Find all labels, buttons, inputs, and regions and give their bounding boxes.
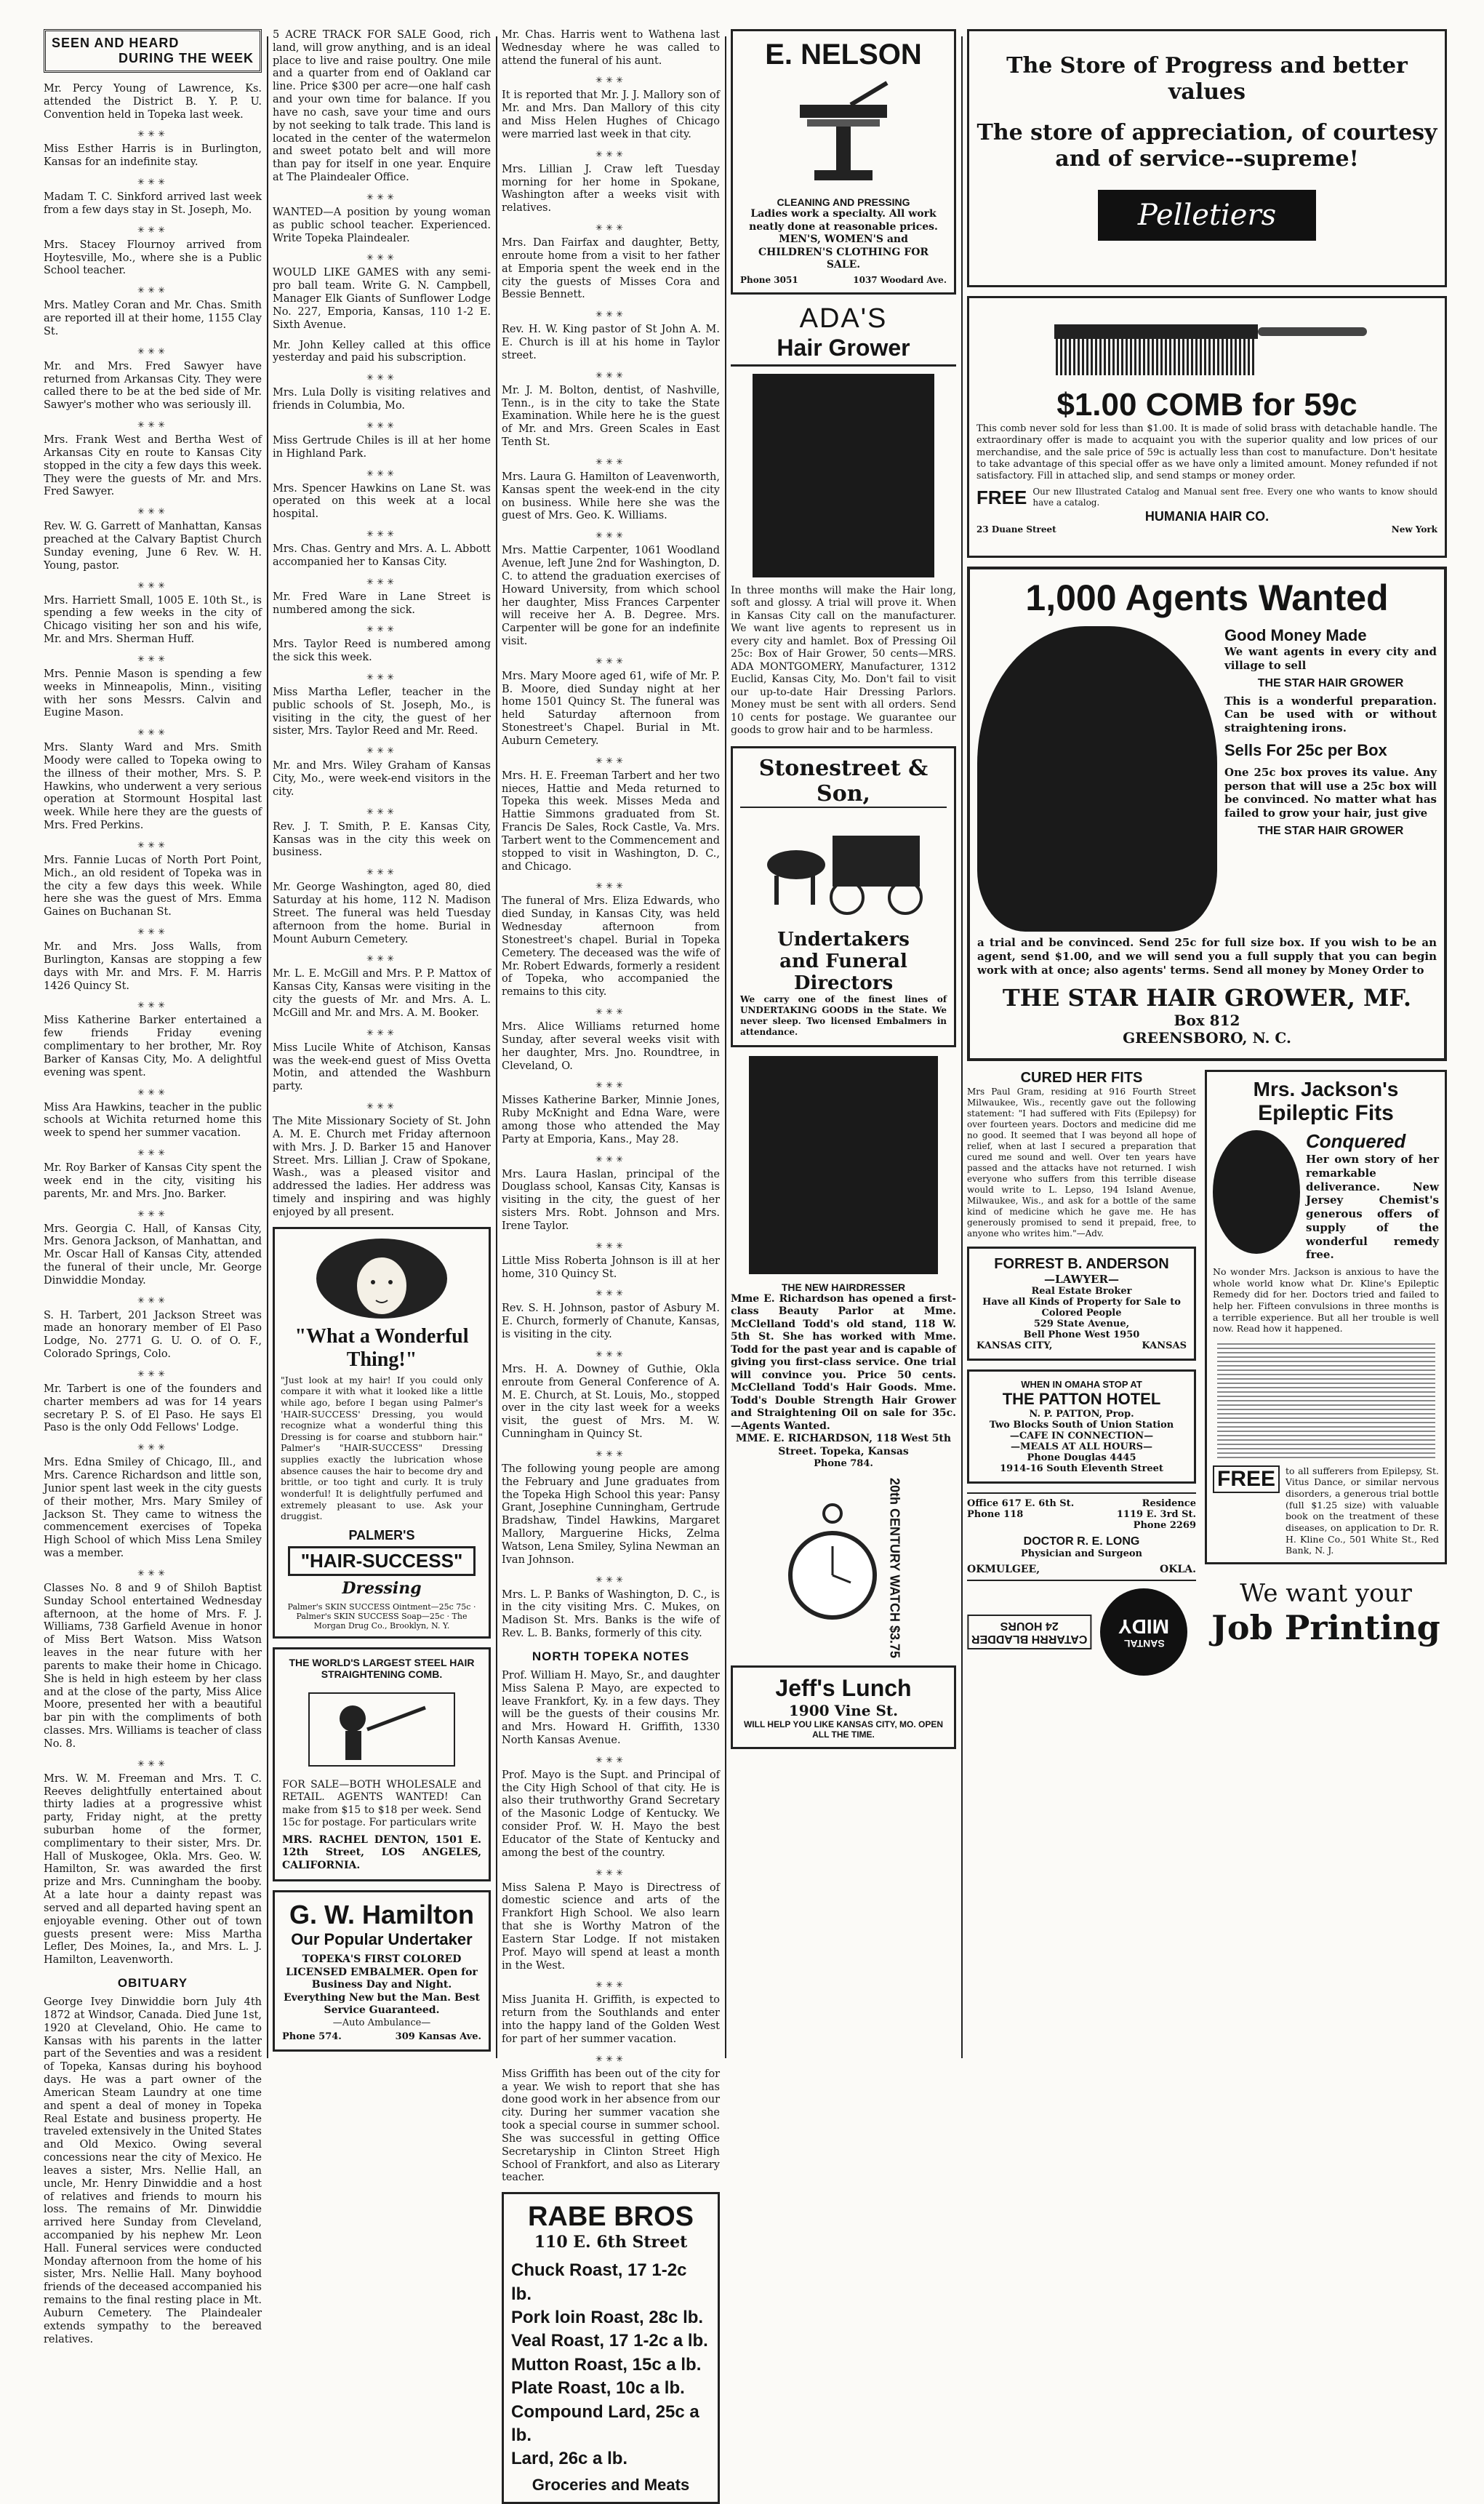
nelson-body: Ladies work a specialty. All work neatly done at reasonable prices. MEN'S, WOMEN'S and CHILDREN'S CLOTHING FOR SALE. (749, 208, 938, 271)
news-item: Miss Lucile White of Atchison, Kansas was the week-end guest of Miss Ovetta Motin, and attended the Washburn party. (273, 1041, 491, 1093)
patton-cafe: —CAFE IN CONNECTION— (1009, 1431, 1154, 1441)
separator-stars-icon: ✳✳✳ (595, 1754, 627, 1765)
separator-stars-icon: ✳✳✳ (366, 953, 398, 964)
news-item: Miss Gertrude Chiles is ill at her home in Highland Park. (273, 434, 491, 460)
hairdresser-body: Mme E. Richardson has opened a first-class Beauty Parlor at Mme. McClelland Todd's old stand, 118 W. 5th St. She has worked with Mme. Todd for the past year and is capable of giving you first-class service. One trial will convince you. Price 50 cents. McClelland Todd's Hair Goods. Mme. Todd's Double Strength Hair Grower and Straightening Oil on sale for 35c.—Agents Wanted. (731, 1292, 956, 1432)
long-title: Physician and Surgeon (1021, 1548, 1142, 1559)
news-item: Mrs. Laura G. Hamilton of Leavenworth, Kansas spent the week-end in the city on business. While here she was the guest of Mrs. Geo. K. Williams. (502, 471, 720, 522)
news-item: Mrs. Spencer Hawkins on Lane St. was operated on this week at a local hospital. (273, 482, 491, 521)
price-item: Plate Roast, 10c a lb. (511, 2378, 685, 2399)
society-items (502, 29, 720, 1641)
long-address-2: 1119 E. 3rd St. (1116, 1509, 1196, 1520)
comb-headline: $1.00 COMB for 59c (1056, 387, 1357, 423)
jackson-body: Her own story of her remarkable deliverance. New Jersey Chemist's generous offers of supply of the wonderful remedy free. (1306, 1153, 1439, 1262)
jackson-line-3: Conquered (1306, 1130, 1406, 1152)
separator-stars-icon: ✳✳✳ (595, 1980, 627, 1991)
classified-ads (273, 29, 491, 332)
news-item: Rev. W. G. Garrett of Manhattan, Kansas preached at the Calvary Baptist Church Sunday evening, June 6 Rev. W. H. Young, pastor. (44, 521, 262, 572)
job-line-1: We want your (1240, 1578, 1412, 1608)
agents-product: THE STAR HAIR GROWER (1257, 676, 1404, 689)
palmers-headline: "What a Wonderful Thing!" (294, 1324, 469, 1371)
separator-stars-icon: ✳✳✳ (137, 345, 169, 356)
news-item: Rev. S. H. Johnson, pastor of Asbury M. E. Church, formerly of Chanute, Kansas, is visiting in the city. (502, 1303, 720, 1341)
watch-ad (731, 1478, 956, 1658)
news-item: Mr. and Mrs. Wiley Graham of Kansas City, Mo., were week-end visitors in the city. (273, 760, 491, 798)
store-line-1: The Store of Progress and better values (1006, 53, 1408, 105)
hamilton-body: TOPEKA'S FIRST COLORED LICENSED EMBALMER. Open for Business Day and Night. Everything New but the Man. Best Service Guaranteed. (284, 1953, 480, 2017)
column-4 (731, 29, 956, 2065)
separator-stars-icon: ✳✳✳ (595, 755, 627, 766)
comb-city: New York (1391, 524, 1437, 535)
column-rule (725, 36, 726, 2058)
jackson-line-1: Mrs. Jackson's (1253, 1078, 1399, 1100)
agents-company: THE STAR HAIR GROWER, MF. (1002, 984, 1412, 1012)
separator-stars-icon: ✳✳✳ (595, 1867, 627, 1878)
price-item: Compound Lard, 25c a lb. (511, 2401, 699, 2445)
news-item: Mrs. Slanty Ward and Mrs. Smith Moody were called to Topeka owing to the illness of their mother, Mrs. S. P. Hawkins, who underwent a very serious operation at Stormount Hospital last week. While here they are the guests of Mrs. Fred Perkins. (44, 742, 262, 832)
jeff-address: 1900 Vine St. (788, 1702, 899, 1720)
jackson-portrait-image (1213, 1130, 1300, 1254)
obituary-title: OBITUARY (117, 1976, 188, 1991)
separator-stars-icon: ✳✳✳ (366, 191, 398, 202)
horse-carriage-icon (753, 814, 934, 923)
midy-text-1: CATARRH BLADDER (971, 1633, 1088, 1645)
fits-title: CURED HER FITS (1020, 1070, 1143, 1086)
news-item: Mr. and Mrs. Fred Sawyer have returned from Arkansas City. They were called there to be at the bed side of Mr. Sawyer's mother who was seriously ill. (44, 360, 262, 412)
separator-stars-icon: ✳✳✳ (595, 456, 627, 467)
new-hairdresser-ad (731, 1056, 956, 1470)
separator-stars-icon: ✳✳✳ (595, 1348, 627, 1359)
palmers-product-2: Dressing (342, 1578, 422, 1598)
separator-stars-icon: ✳✳✳ (137, 177, 169, 188)
separator-stars-icon: ✳✳✳ (366, 867, 398, 878)
jackson-body-2: No wonder Mrs. Jackson is anxious to have the whole world know what Dr. Kline's Epileptic Remedy did for her. Doctors tried and failed to help her. Fifteen convulsions in three months is a terrible experience. But all her trouble is well now. Read how it happened. (1213, 1266, 1439, 1335)
separator-stars-icon: ✳✳✳ (595, 223, 627, 233)
north-topeka-item: Miss Salena P. Mayo is Directress of domestic science and arts of the Frankfort High School. We also learn that she is Worthy Matron of the Eastern Star Lodge. If not mistaken Prof. Mayo will spend at least a month in the West. (502, 1881, 720, 1972)
palmers-body: "Just look at my hair! If you could only compare it with what it looked like a little while ago, before I began using Palmer's 'HAIR-SUCCESS' Dressing, you would recognize what a wonderful thing this Dressing is for coarse and stubborn hair." Palmer's "HAIR-SUCCESS" Dressing supplies exactly the lubrication whose absence causes the hair to become dry and brittle, or too tight and curly. It is truly wonderful! It is delightfully perfumed and extremely pleasant to use. Ask your druggist. (281, 1374, 483, 1522)
steel-comb-headline: THE WORLD'S LARGEST STEEL HAIR STRAIGHTENING COMB. (289, 1656, 475, 1680)
classified-item: WANTED—A position by young woman as public school teacher. Experienced. Write Topeka Plaindealer. (273, 206, 491, 244)
news-item: The Mite Missionary Society of St. John A. M. E. Church met Friday afternoon with Mrs. J. D. Barker 15 and Hanover Street. Mrs. Lillian J. Craw of Spokane, Wash., was a pleased visitor and addressed the ladies. Her address was timely and inspiring and was highly enjoyed by all present. (273, 1116, 491, 1218)
separator-stars-icon: ✳✳✳ (595, 309, 627, 320)
newspaper-page (44, 29, 1447, 2494)
separator-stars-icon: ✳✳✳ (137, 129, 169, 140)
stonestreet-line-1: Undertakers (777, 928, 910, 951)
rabe-bros-ad (502, 2192, 720, 2504)
agents-one-box: One 25c box proves its value. Any person that will use a 25c box will be convinced. No matter what has failed to grow your hair, just give (1224, 765, 1437, 820)
north-topeka-item: Prof. William H. Mayo, Sr., and daughter Miss Salena P. Mayo, are expected to leave Frankfort, Ky. in a few days. They will be the guests of their cousins Mr. and Mrs. Howard H. Griffith, 1330 North Kansas Avenue. (502, 1669, 720, 1746)
news-item: Mrs. Mattie Carpenter, 1061 Woodland Avenue, left June 2nd for Washington, D. C. to attend the graduation exercises of Howard University, from which school her daughter, Miss Frances Carpenter will receive her A. B. Degree. Mrs. Carpenter will be gone for an indefinite visit. (502, 545, 720, 647)
separator-stars-icon: ✳✳✳ (595, 2053, 627, 2064)
north-topeka-item: Miss Griffith has been out of the city for a year. We wish to report that she has done good work in her absence from our city. During her summer vacation she took a special course in summer school. She was successful in getting Office Secretaryship in Clinton Street High School of Frankfort, and also as Literary teacher. (502, 2068, 720, 2184)
comb-free-text: Our new Illustrated Catalog and Manual sent free. Every one who wants to know should have a catalog. (1032, 487, 1437, 508)
separator-stars-icon: ✳✳✳ (137, 580, 169, 591)
patton-line-2: Two Blocks South of Union Station (989, 1420, 1174, 1431)
rabe-name: RABE BROS (527, 2201, 694, 2233)
separator-stars-icon: ✳✳✳ (137, 1567, 169, 1578)
stonestreet-name: Stonestreet & Son, (740, 756, 947, 808)
column-rule (267, 36, 268, 2058)
separator-stars-icon: ✳✳✳ (137, 506, 169, 517)
separator-stars-icon: ✳✳✳ (595, 1153, 627, 1164)
separator-stars-icon: ✳✳✳ (595, 655, 627, 666)
news-item: Miss Ara Hawkins, teacher in the public schools at Wichita returned home this week to spend her summer vacation. (44, 1101, 262, 1140)
separator-stars-icon: ✳✳✳ (366, 420, 398, 431)
news-item: Mrs. L. P. Banks of Washington, D. C., is in the city visiting Mrs. C. Mukes, on Madison St. Mrs. Banks is the wife of Rev. L. B. Banks, formerly of this city. (502, 1588, 720, 1640)
separator-stars-icon: ✳✳✳ (595, 1288, 627, 1299)
separator-stars-icon: ✳✳✳ (595, 881, 627, 892)
palmers-product: "HAIR-SUCCESS" (288, 1546, 476, 1576)
column-5 (967, 29, 1447, 2065)
anderson-line-2: Have all Kinds of Property for Sale to Colored People (982, 1297, 1181, 1319)
header-line-2: DURING THE WEEK (119, 51, 254, 65)
separator-stars-icon: ✳✳✳ (137, 1295, 169, 1305)
stonestreet-line-2: and Funeral Directors (779, 950, 907, 994)
price-item: Pork loin Roast, 28c lb. (511, 2307, 704, 2327)
long-phone-2: Phone 2269 (1133, 1520, 1196, 1531)
agents-sells: Sells For 25c per Box (1224, 740, 1387, 759)
news-item: Rev. J. T. Smith, P. E. Kansas City, Kansas was in the city this week on business. (273, 820, 491, 859)
anderson-city: KANSAS CITY, (976, 1340, 1053, 1351)
anderson-state: KANSAS (1142, 1340, 1187, 1351)
society-items (273, 340, 491, 1220)
long-city: OKMULGEE, (967, 1564, 1040, 1575)
adas-subtitle: Hair Grower (731, 335, 956, 367)
separator-stars-icon: ✳✳✳ (137, 1148, 169, 1159)
separator-stars-icon: ✳✳✳ (595, 369, 627, 380)
news-item: Madam T. C. Sinkford arrived last week from a few days stay in St. Joseph, Mo. (44, 191, 262, 216)
mrs-jackson-ad (1205, 1070, 1447, 1564)
news-item: S. H. Tarbert, 201 Jackson Street was made an honorary member of El Paso Lodge, No. 2771 G. U. O. of O. F., Colorado Springs, Colo. (44, 1309, 262, 1361)
news-item: Mrs. Frank West and Bertha West of Arkansas City en route to Kansas City stopped in the city a few days this week. They were the guests of Mr. and Mrs. Fred Sawyer. (44, 434, 262, 498)
news-item: Miss Katherine Barker entertained a few friends Friday evening complimentary to her brother, Mr. Roy Barker of Kansas City, Mo. A delightful evening was spent. (44, 1015, 262, 1079)
pressing-machine-icon (778, 76, 909, 192)
long-hair-silhouette-image (977, 626, 1217, 932)
news-item: Mrs. H. E. Freeman Tarbert and her two nieces, Hattie and Meda returned to Topeka this week. Misses Meda and Hattie Simmons graduated from St. Francis De Sales, Rock Castle, Va. Mrs. Tarbert went to the Commencement and stopped to visit in Washington, D. C., and Chicago. (502, 769, 720, 873)
separator-stars-icon: ✳✳✳ (137, 839, 169, 850)
separator-stars-icon: ✳✳✳ (137, 420, 169, 431)
news-item: Mrs. Taylor Reed is numbered among the sick this week. (273, 639, 491, 664)
north-topeka-title: NORTH TOPEKA NOTES (532, 1649, 690, 1663)
watch-type: WATCH $3.75 (887, 1575, 902, 1659)
separator-stars-icon: ✳✳✳ (366, 372, 398, 383)
rabe-price-list (511, 2259, 710, 2471)
news-item: Little Miss Roberta Johnson is ill at her home, 310 Quincy St. (502, 1255, 720, 1280)
north-topeka-item: Prof. Mayo is the Supt. and Principal of the City High School of that city. He is also their truthworthy Grand Secretary of the Masonic Lodge of Kentucky. We consider Prof. W. H. Mayo the best Educator of the State of Kentucky and among the best of the country. (502, 1769, 720, 1859)
store-line-2: The store of appreciation, of courtesy and of service--supreme! (976, 120, 1437, 172)
adas-ad (731, 303, 956, 737)
classified-item: 5 ACRE TRACK FOR SALE Good, rich land, will grow anything, and is an ideal place to live and raise poultry. One mile and a quarter from end of Oakland car line. Price $300 per acre—one half cash and your own time for balance. If you have no cash, save your time and ours by not seeking to talk trade. This land is located in the center of the watermelon and sweet potato belt and will more than pay for itself in one year. Enquire at The Plaindealer Office. (273, 29, 491, 184)
separator-stars-icon: ✳✳✳ (366, 624, 398, 635)
jeff-tagline: WILL HELP YOU LIKE KANSAS CITY, MO. OPEN ALL THE TIME. (743, 1719, 944, 1740)
fits-body: Mrs Paul Gram, residing at 916 Fourth Street Milwaukee, Wis., recently gave out the following statement: "I had suffered with Fits (Epilepsy) for over fourteen years. Doctors and medicine did me no good. It seemed that I was beyond all hope of relief, when at last I secured a preparation that cured me sound and well. Over ten years have passed and the attacks have not returned. I wish everyone who suffers from this terrible disease would write to L. Lepso, 194 Island Avenue, Milwaukee, Wis., and ask for a bottle of the same kind of medicine which he gave me. He has generously promised to send it prepaid, free, to anyone who writes him."—Adv. (967, 1087, 1196, 1239)
hairdresser-portrait-image (749, 1056, 938, 1274)
agents-box: Box 812 (1174, 1012, 1240, 1030)
separator-stars-icon: ✳✳✳ (137, 653, 169, 664)
long-name: DOCTOR R. E. LONG (1023, 1535, 1140, 1548)
separator-stars-icon: ✳✳✳ (366, 252, 398, 263)
humania-comb-ad (967, 296, 1447, 558)
hairdresser-phone: Phone 784. (814, 1458, 873, 1469)
long-office: Office 617 E. 6th St. (967, 1498, 1075, 1509)
news-item: Mrs. Lula Dolly is visiting relatives and friends in Columbia, Mo. (273, 387, 491, 412)
separator-stars-icon: ✳✳✳ (366, 576, 398, 587)
news-item: Misses Katherine Barker, Minnie Jones, Ruby McKnight and Edna Ware, were among those who attended the May Party at Emporia, Kans., May 28. (502, 1095, 720, 1145)
news-item: Mr. Tarbert is one of the founders and charter members ad was for 14 years secretary P. S. of El Paso. He says El Paso is the only Odd Fellows' Lodge. (44, 1383, 262, 1434)
long-phone-1: Phone 118 (967, 1509, 1024, 1520)
nelson-ad (731, 29, 956, 295)
news-item: Mrs. Mary Moore aged 61, wife of Mr. P. B. Moore, died Sunday night at her home 1501 Quincy St. The funeral was held Saturday afternoon from Stonestreet's Chapel. Burial in Mt. Auburn Cemetery. (502, 670, 720, 747)
patton-address: 1914-16 South Eleventh Street (1000, 1463, 1163, 1474)
palmers-brand: PALMER'S (348, 1527, 415, 1543)
patton-name: THE PATTON HOTEL (1002, 1390, 1161, 1408)
midy-capsule-icon (1100, 1588, 1187, 1676)
midy-ad (967, 1588, 1196, 1676)
separator-stars-icon: ✳✳✳ (366, 529, 398, 540)
stonestreet-body: We carry one of the finest lines of UNDERTAKING GOODS in the State. We never sleep. Two licensed Embalmers in attendance. (740, 993, 947, 1037)
jeff-name: Jeff's Lunch (775, 1675, 912, 1702)
job-line-2: Job Printing (1211, 1607, 1440, 1647)
column-rule (961, 36, 963, 2058)
news-item: Miss Esther Harris is in Burlington, Kansas for an indefinite stay. (44, 143, 262, 169)
separator-stars-icon: ✳✳✳ (595, 1574, 627, 1585)
long-residence: Residence (1142, 1498, 1196, 1509)
news-item: Mr. L. E. McGill and Mrs. P. P. Mattox of Kansas City, Kansas were visiting in the city the guests of Mr. and Mrs. A. L. McGill and Mr. and Mrs. A. M. Booker. (273, 968, 491, 1019)
woman-portrait-icon (309, 1235, 454, 1322)
separator-stars-icon: ✳✳✳ (137, 1208, 169, 1219)
jackson-free-text: to all sufferers from Epilepsy, St. Vitus Dance, or similar nervous disorders, a generous trial bottle (full $1.25 size) with valuable book on the treatment of these diseases, on application to Dr. R. H. Kline Co., 501 White St., Red Bank, N. J. (1286, 1465, 1439, 1556)
news-item: It is reported that Mr. J. J. Mallory son of Mr. and Mrs. Dan Mallory of this city and Miss Helen Hughes of Chicago were married last week in that city. (502, 89, 720, 140)
news-item: Classes No. 8 and 9 of Shiloh Baptist Sunday School entertained Wednesday afternoon, at the home of Mrs. F. J. Williams, 738 Garfield Avenue in honor of Miss Bert Watson. Miss Watson leaves in the near future with her parents to make their home in Chicago. She is held in high esteem by her class and at the close of the party, Miss Alice Moore, presented her with a beautiful bar pin with the compliments of both classes. Mrs. Williams is teacher of class No. 8. (44, 1582, 262, 1750)
jackson-line-2: Epileptic Fits (1258, 1101, 1394, 1125)
separator-stars-icon: ✳✳✳ (137, 285, 169, 296)
news-item: Mr. Fred Ware in Lane Street is numbered among the sick. (273, 591, 491, 616)
hamilton-name: G. W. Hamilton (289, 1900, 474, 1930)
news-item: Mr. George Washington, aged 80, died Saturday at his home, 112 N. Madison Street. The funeral was held Tuesday afternoon from the home. Burial in Mount Auburn Cemetery. (273, 881, 491, 945)
news-item: Mr. Percy Young of Lawrence, Ks. attended the District B. Y. P. U. Convention held in Topeka last week. (44, 83, 262, 121)
dr-long-ad (967, 1492, 1196, 1581)
news-item: Mrs. Alice Williams returned home Sunday, after several weeks visit with her daughter, Mrs. Jno. Roundtree, in Cleveland, O. (502, 1021, 720, 1072)
news-item: Miss Martha Lefler, teacher in the public schools of St. Joseph, Mo., is visiting in the city, the guest of her sister, Mrs. Taylor Reed and Mr. Reed. (273, 686, 491, 737)
anderson-line-1: Real Estate Broker (1031, 1286, 1132, 1297)
cured-fits-ad (967, 1070, 1196, 1239)
price-item: Chuck Roast, 17 1-2c lb. (511, 2260, 687, 2304)
seen-and-heard-header (44, 29, 262, 73)
news-item: Mrs. Edna Smiley of Chicago, Ill., and Mrs. Carence Richardson and little son, Junior spent last week in the city guests of their mother, Mrs. Mary Smiley of Jackson St. They came to witness the commencement exercises of Topeka High School of which Miss Lena Smiley was a member. (44, 1457, 262, 1560)
news-item: Mrs. Harriett Small, 1005 E. 10th St., is spending a few weeks in the city of Chicago visiting her son and his wife, Mr. and Mrs. Sherman Huff. (44, 594, 262, 646)
anderson-ad (967, 1247, 1196, 1361)
news-item: Mr. J. M. Bolton, dentist, of Nashville, Tenn., is in the city to take the State Examination. While here he is the guest of Mr. and Mrs. Green Scales in East Tenth St. (502, 384, 720, 449)
news-item: The following young people are among the February and June graduates from the Topeka High School this year: Pansy Grant, Josephine Cunningham, Gertrude Bradshaw, Tindel Hawkins, Margaret Mallory, Marguerine Hicks, Zelma Watson, Lena Smiley, Sylina Newman an Ivan Johnson. (502, 1463, 720, 1566)
patton-line-1: WHEN IN OMAHA STOP AT (1021, 1379, 1142, 1390)
separator-stars-icon: ✳✳✳ (366, 806, 398, 817)
anderson-address: 529 State Avenue, (1033, 1319, 1130, 1329)
steel-comb-body: FOR SALE—BOTH WHOLESALE and RETAIL. AGENTS WANTED! Can make from $15 to $18 per week. Send 15c for postage. For particulars write (282, 1778, 481, 1829)
hairdresser-sign: MME. E. RICHARDSON, 118 West 5th Street. Topeka, Kansas (735, 1433, 952, 1457)
adas-title: ADA'S (799, 303, 888, 334)
steel-comb-address: MRS. RACHEL DENTON, 1501 E. 12th Street, LOS ANGELES, CALIFORNIA. (282, 1833, 481, 1871)
long-hair-woman-image (753, 374, 934, 577)
pocket-watch-icon (785, 1495, 880, 1641)
rabe-address: 110 E. 6th Street (534, 2233, 688, 2252)
anderson-name: FORREST B. ANDERSON (994, 1256, 1169, 1272)
news-item: Rev. H. W. King pastor of St John A. M. E. Church is ill at his home in Taylor street. (502, 324, 720, 361)
news-item: Mrs. Chas. Gentry and Mrs. A. L. Abbott accompanied her to Kansas City. (273, 543, 491, 568)
agents-want: We want agents in every city and village to sell (1224, 645, 1437, 672)
midy-text-2: 24 HOURS (1000, 1620, 1059, 1632)
news-item: Mr. Roy Barker of Kansas City spent the week end in the city, visiting his parents, Mr. and Mrs. Jno. Barker. (44, 1162, 262, 1200)
society-items (44, 83, 262, 1967)
news-item: Mrs. Dan Fairfax and daughter, Betty, enroute home from a visit to her father at Emporia spent the week end in the city the guests of Misses Cora and Bessie Bennett. (502, 237, 720, 301)
comb-body: This comb never sold for less than $1.00. It is made of solid brass with detachable handle. The extraordinary offer is made to acquaint you with the superior quality and low prices of our merchandise, and the sale price of 59c is actually less than cost to manufacture. Don't hesitate to take advantage of this special offer as we have only a limited amount. Money refunded if not satisfactory. Fill in attached slip, and send stamps or money order. (976, 423, 1437, 481)
news-item: Mrs. Georgia C. Hall, of Kansas City, Mrs. Genora Jackson, of Manhattan, and Mr. Oscar Hall of Kansas City, attended the funeral of their uncle, Mr. George Dinwiddie Monday. (44, 1223, 262, 1287)
hairdresser-title: THE NEW HAIRDRESSER (781, 1281, 906, 1293)
agents-good-money: Good Money Made (1224, 626, 1367, 644)
news-item: Mrs. Matley Coran and Mr. Chas. Smith are reported ill at their home, 1155 Clay St. (44, 300, 262, 337)
steel-comb-ad (273, 1647, 491, 1882)
patton-hotel-ad (967, 1369, 1196, 1484)
stonestreet-ad (731, 746, 956, 1047)
news-item: Mrs. H. A. Downey of Guthie, Okla enroute from General Conference of A. M. E. Church, at St. Louis, Mo., stopped over in the city last week for a weeks visit, the guest of Mrs. M. W. Cunningham in Quincy St. (502, 1363, 720, 1441)
separator-stars-icon: ✳✳✳ (137, 1368, 169, 1379)
hamilton-tagline: Our Popular Undertaker (291, 1930, 473, 1949)
news-item: Mr. and Mrs. Joss Walls, from Burlington, Kansas are stopping a few days with Mr. and Mrs. F. M. Harris 1426 Quincy St. (44, 941, 262, 992)
separator-stars-icon: ✳✳✳ (137, 927, 169, 937)
separator-stars-icon: ✳✳✳ (137, 727, 169, 738)
separator-stars-icon: ✳✳✳ (137, 1442, 169, 1453)
agents-city: GREENSBORO, N. C. (1123, 1029, 1291, 1047)
price-item: Veal Roast, 17 1-2c a lb. (511, 2331, 708, 2351)
nelson-phone: Phone 3051 (740, 274, 798, 285)
rabe-footer: Groceries and Meats (532, 2475, 690, 2494)
news-item: Mrs. Lillian J. Craw left Tuesday morning for her home in Spokane, Washington after a weeks visit with relatives. (502, 163, 720, 215)
separator-stars-icon: ✳✳✳ (137, 1758, 169, 1769)
pelletiers-ad (967, 29, 1447, 287)
separator-stars-icon: ✳✳✳ (595, 530, 627, 541)
agents-headline: 1,000 Agents Wanted (1025, 577, 1389, 618)
column-1 (44, 29, 262, 2345)
column-3 (502, 29, 720, 2494)
news-item: Mrs. Laura Haslan, principal of the Douglass school, Kansas City, Kansas is visiting in the city, the guest of her sisters Mrs. Robt. Johnson and Mrs. Irene Taylor. (502, 1168, 720, 1232)
hair-comb-illustration-icon (302, 1686, 462, 1773)
separator-stars-icon: ✳✳✳ (595, 75, 627, 86)
separator-stars-icon: ✳✳✳ (595, 1448, 627, 1459)
long-state: OKLA. (1160, 1564, 1196, 1575)
jeffs-lunch-ad (731, 1665, 956, 1749)
midy-text-3: SANTAL (1123, 1638, 1165, 1649)
news-item: Mrs. Fannie Lucas of North Port Point, Mich., an old resident of Topeka was in the city a few days this week. While here she was the guest of Mrs. Emma Gaines on Buchanan St. (44, 854, 262, 919)
separator-stars-icon: ✳✳✳ (595, 1240, 627, 1251)
hamilton-ad (273, 1890, 491, 2052)
separator-stars-icon: ✳✳✳ (366, 671, 398, 682)
palmers-footer: Palmer's SKIN SUCCESS Ointment—25c 75c · Palmer's SKIN SUCCESS Soap—25c · The Morgan Drug Co., Brooklyn, N. Y. (287, 1601, 476, 1631)
separator-stars-icon: ✳✳✳ (366, 1027, 398, 1038)
star-hair-grower-ad (967, 567, 1447, 1061)
anderson-phone: Bell Phone West 1950 (1023, 1329, 1140, 1340)
news-item: Mrs. W. M. Freeman and Mrs. T. C. Reeves delightfully entertained about thirty ladies at a progressive whist party, Friday night, at the pretty suburban home of the former, complimentary to their sister, Mrs. Dr. Hall of Muskogee, Okla. Mrs. Geo. W. Hamilton, Sr. was awarded the first prize and Mrs. Cunningham the booby. At a late hour a dainty repast was served and all departed having spent an enjoyable evening. Other out of town guests present were: Miss Martha Lefler, Des Moines, Ia., and Mrs. L. J. Hamilton, Leavenworth. (44, 1772, 262, 1967)
news-item: The funeral of Mrs. Eliza Edwards, who died Sunday, in Kansas City, was held Wednesday afternoon from Stonestreet's chapel. Burial in Topeka Cemetery. The deceased was the wife of Mr. Robert Edwards, formerly a resident of Topeka, who accompanied the remains to this city. (502, 895, 720, 999)
comb-company: HUMANIA HAIR CO. (1144, 509, 1270, 524)
nelson-address: 1037 Woodard Ave. (853, 274, 947, 285)
agents-product-2: THE STAR HAIR GROWER (1257, 824, 1404, 837)
adas-body: In three months will make the Hair long, soft and glossy. A trial will prove it. When in Kansas City call on the manufacturer. We want live agents to represent us in every city and hamlet. Box of Pressing Oil 25c: Box of Hair Grower, 50 cents—MRS. ADA MONTGOMERY, Manufacturer, 1312 Euclid, Kansas City, Mo. Don't fail to visit our up-to-date Hair Dressing Parlors. Money must be sent with all orders. Send 10 cents for postage. We guarantee our goods to grow hair and to be harmless. (731, 584, 956, 736)
patton-meals: —MEALS AT ALL HOURS— (1010, 1441, 1153, 1452)
hamilton-address: 309 Kansas Ave. (395, 2031, 481, 2042)
separator-stars-icon: ✳✳✳ (595, 148, 627, 159)
agents-wonderful: This is a wonderful preparation. Can be used with or without straightening irons. (1224, 694, 1437, 735)
jackson-free: FREE (1213, 1465, 1280, 1493)
price-item: Mutton Roast, 15c a lb. (511, 2354, 702, 2375)
comb-address: 23 Duane Street (976, 524, 1056, 535)
watch-name: 20th CENTURY (887, 1478, 902, 1572)
separator-stars-icon: ✳✳✳ (137, 1000, 169, 1011)
comb-illustration-icon (1040, 310, 1374, 383)
job-printing-ad (1205, 1579, 1447, 1647)
obituary-text: George Ivey Dinwiddie born July 4th 1872 at Windsor, Canada. Died June 1st, 1920 at Cleveland, Ohio. He came to Kansas with his parents in the latter part of the Seventies and was a resident of Topeka, Kansas during his boyhood days. He was a part owner of the American Steam Laundry at one time and spent a deal of money in Topeka Real Estate and business property. He traveled extensively in the United States and Old Mexico. Owing several concessions near the city of Mexico. He leaves a sister, Mrs. Nellie Hall, an uncle, Mr. Henry Dinwiddie and a host of relatives and friends to mourn his loss. The remains of Mr. Dinwiddie arrived here Sunday from Cleveland, accompanied by his nephew Mr. Leon Hall. Funeral services were conducted Monday afternoon from the home of his sister, Mrs. Nellie Hall. Many boyhood friends of the deceased accompanied his remains to the final resting place in Mt. Auburn Cemetery. The Plaindealer extends sympathy to the bereaved relatives. (44, 1996, 262, 2345)
news-item: Mr. Chas. Harris went to Wathena last Wednesday where he was called to attend the funeral of his aunt. (502, 29, 720, 67)
testimonial-letter-image (1217, 1342, 1435, 1458)
news-item: Mrs. Stacey Flournoy arrived from Hoytesville, Mo., where she is a Public School teacher. (44, 239, 262, 277)
hamilton-phone: Phone 574. (282, 2031, 342, 2042)
separator-stars-icon: ✳✳✳ (366, 468, 398, 479)
midy-brand: MIDY (1118, 1615, 1170, 1638)
anderson-title: —LAWYER— (1044, 1273, 1119, 1286)
patton-phone: Phone Douglas 4445 (1027, 1452, 1136, 1463)
classified-item: WOULD LIKE GAMES with any semi-pro ball team. Write G. N. Campbell, Manager Elk Giants of Sunflower Lodge No. 227, Emporia, Kansas, 110 1-2 E. Sixth Avenue. (273, 267, 491, 331)
separator-stars-icon: ✳✳✳ (595, 1007, 627, 1017)
north-topeka-item: Miss Juanita H. Griffith, is expected to return from the Southlands and enter into the happy land of the Golden West for part of her summer vacation. (502, 1994, 720, 2045)
comb-free: FREE (976, 487, 1027, 509)
separator-stars-icon: ✳✳✳ (137, 224, 169, 235)
header-line-1: SEEN AND HEARD (52, 36, 180, 50)
agents-trial: a trial and be convinced. Send 25c for full size box. If you wish to be an agent, send $1.00, and we will send you a full supply that you can begin work with at once; also agents' terms. Send all money by Money Order to (977, 936, 1437, 977)
palmers-ad (273, 1227, 491, 1639)
patton-prop: N. P. PATTON, Prop. (1029, 1409, 1134, 1420)
nelson-tagline: CLEANING AND PRESSING (777, 196, 910, 208)
column-2 (273, 29, 491, 2065)
hamilton-ambulance: —Auto Ambulance— (332, 2017, 431, 2028)
separator-stars-icon: ✳✳✳ (366, 745, 398, 756)
separator-stars-icon: ✳✳✳ (595, 1080, 627, 1091)
column-rule (496, 36, 497, 2058)
price-item: Lard, 26c a lb. (511, 2449, 628, 2469)
pelletiers-logo: Pelletiers (1098, 190, 1316, 241)
separator-stars-icon: ✳✳✳ (137, 1087, 169, 1097)
news-item: Mrs. Pennie Mason is spending a few weeks in Minneapolis, Minn., visiting with her sons Messrs. Calvin and Eugine Mason. (44, 668, 262, 719)
separator-stars-icon: ✳✳✳ (366, 1101, 398, 1112)
north-topeka-notes (502, 1670, 720, 2185)
nelson-name: E. NELSON (765, 39, 922, 71)
news-item: Mr. John Kelley called at this office yesterday and paid his subscription. (273, 339, 491, 364)
